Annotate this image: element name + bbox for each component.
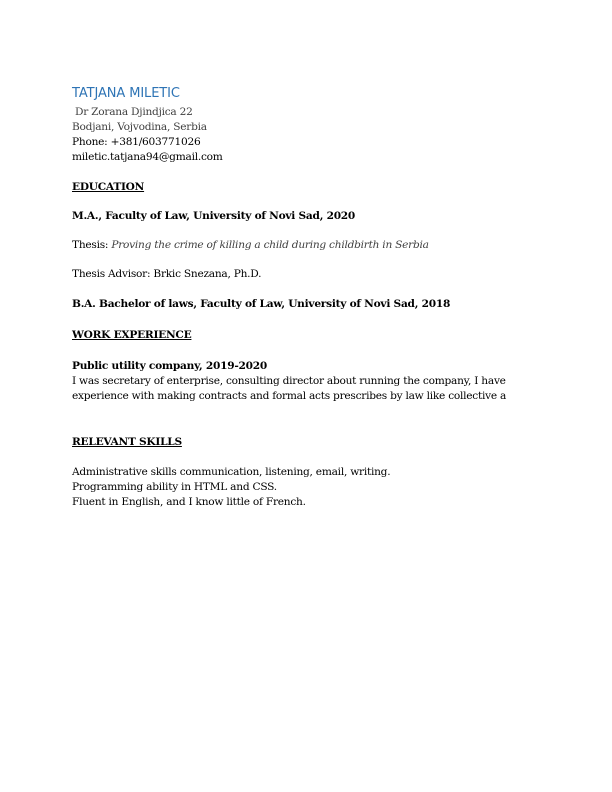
thesis-title: Proving the crime of killing a child during childbirth in Serbia: [111, 239, 429, 251]
work-description-line-1: I was secretary of enterprise, consulting director about running the company, I have: [72, 375, 506, 387]
degree-ba: B.A. Bachelor of laws, Faculty of Law, University of Novi Sad, 2018: [72, 298, 451, 310]
address-line-2: Bodjani, Vojvodina, Serbia: [72, 121, 207, 133]
education-heading: EDUCATION: [72, 181, 145, 193]
thesis-line: [72, 239, 429, 251]
skill-item: Administrative skills communication, listening, email, writing.: [72, 466, 391, 478]
work-position: Public utility company, 2019-2020: [72, 360, 268, 372]
skill-item: Programming ability in HTML and CSS.: [72, 481, 277, 493]
thesis-label: Thesis:: [72, 239, 112, 251]
email-address: miletic.tatjana94@gmail.com: [72, 151, 223, 163]
relevant-skills-heading: RELEVANT SKILLS: [72, 436, 182, 448]
work-experience-heading: WORK EXPERIENCE: [72, 329, 192, 341]
phone-number: Phone: +381/603771026: [72, 136, 201, 148]
degree-ma: M.A., Faculty of Law, University of Novi Sad, 2020: [72, 210, 356, 222]
candidate-name: TATJANA MILETIC: [72, 86, 180, 101]
address-line-1: Dr Zorana Djindjica 22: [75, 106, 193, 118]
skill-item: Fluent in English, and I know little of French.: [72, 496, 306, 508]
thesis-advisor: Thesis Advisor: Brkic Snezana, Ph.D.: [72, 268, 262, 280]
work-description-line-2: experience with making contracts and formal acts prescribes by law like collective a: [72, 390, 507, 402]
